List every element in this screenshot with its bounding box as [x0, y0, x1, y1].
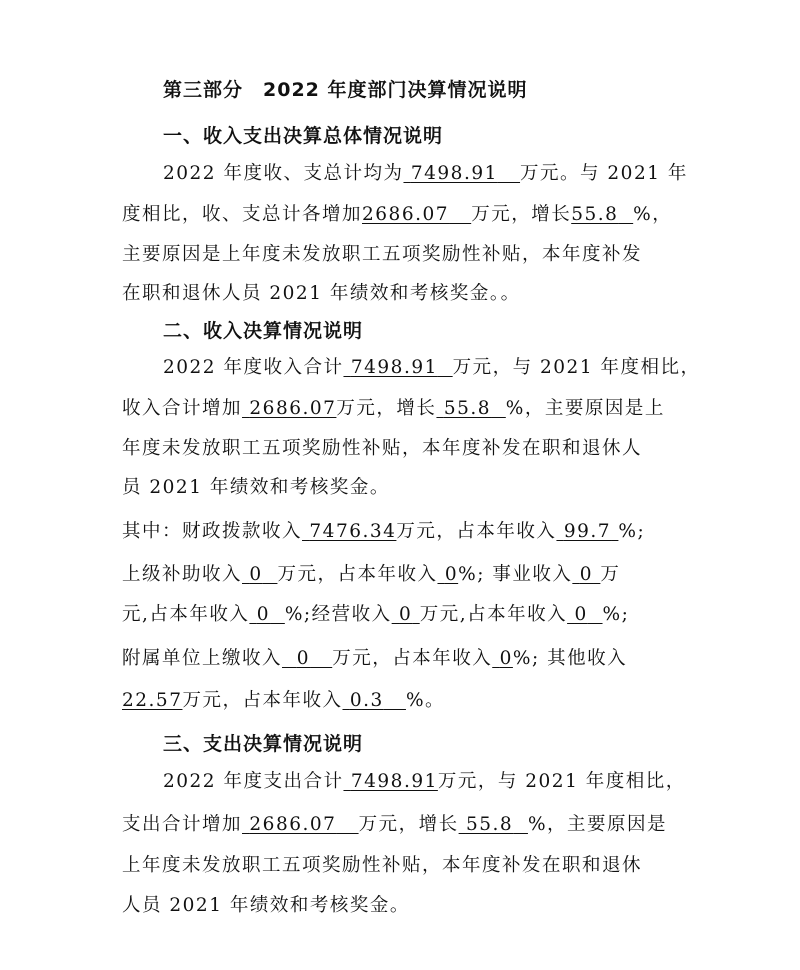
text: %，主要原因是上: [505, 398, 665, 419]
affiliated-income-pct: 0: [499, 648, 513, 669]
text: %; 事业收入: [458, 564, 573, 585]
heading-expenditure: 三、支出决算情况说明: [163, 733, 364, 755]
expenditure-growth-rate: 55.8: [465, 814, 514, 835]
text: %;经营收入: [284, 604, 392, 625]
overall-line-2: [122, 200, 672, 226]
text: 附属单位上缴收入: [122, 648, 283, 669]
text: %; 其他收入: [512, 648, 628, 669]
text: 万元，增长: [336, 398, 437, 419]
income-growth-rate: 55.8: [443, 398, 492, 419]
text: 2022 年度支出合计: [163, 771, 344, 792]
text: 度相比，收、支总计各增加: [122, 204, 363, 225]
expenditure-line-3: 上年度未发放职工五项奖励性补贴，本年度补发在职和退休: [122, 855, 643, 876]
overall-line-3: 主要原因是上年度未发放职工五项奖励性补贴，本年度补发: [122, 244, 643, 265]
text: 其中：财政拨款收入: [122, 521, 303, 542]
career-income-value: 0: [579, 564, 594, 585]
text: 上级补助收入: [122, 564, 243, 585]
income-breakdown-line-3: [122, 600, 629, 626]
text: 万: [600, 564, 621, 585]
income-increase-value: 2686.07: [249, 398, 337, 419]
heading-overall: 一、收入支出决算总体情况说明: [163, 125, 444, 147]
other-income-value: 22.57: [122, 690, 183, 711]
subsidy-income-pct: 0: [444, 564, 459, 585]
other-income-pct: 0.3: [349, 690, 384, 711]
overall-line-4: 在职和退休人员 2021 年绩效和考核奖金。。: [122, 283, 521, 304]
income-line-3: 年度未发放职工五项奖励性补贴，本年度补发在职和退休人: [122, 438, 643, 459]
text: 2022 年度收入合计: [163, 357, 344, 378]
text: %。: [405, 690, 446, 711]
text: 万元，与 2021 年度相比，: [452, 357, 701, 378]
heading-income: 二、收入决算情况说明: [163, 320, 364, 342]
text: 万元，增长: [358, 814, 459, 835]
fiscal-income-pct: 99.7: [563, 521, 612, 542]
text: 万元。与 2021 年: [520, 163, 688, 184]
operating-income-value: 0: [399, 604, 413, 625]
expenditure-increase-value: 2686.07: [249, 814, 337, 835]
expenditure-line-4: 人员 2021 年绩效和考核奖金。: [122, 895, 410, 916]
text: 万元，占本年收入: [277, 564, 438, 585]
text: 2022 年度收、支总计均为: [163, 163, 404, 184]
text: %，主要原因是: [527, 814, 668, 835]
expenditure-line-1: [163, 767, 686, 793]
text: %;: [602, 604, 630, 625]
income-line-1: [163, 353, 700, 379]
subsidy-income-value: 0: [249, 564, 263, 585]
income-breakdown-line-4: [122, 644, 627, 670]
income-line-2: [122, 394, 665, 420]
income-breakdown-line-2: [122, 560, 620, 586]
text: %，: [633, 204, 673, 225]
income-breakdown-line-5: [122, 686, 445, 712]
expenditure-total-value: 7498.91: [350, 771, 438, 792]
section-title: 第三部分 2022 年度部门决算情况说明: [163, 79, 528, 101]
text: 万元，占本年收入: [182, 690, 343, 711]
expenditure-line-2: [122, 810, 667, 836]
overall-line-1: [163, 159, 688, 185]
text: 支出合计增加: [122, 814, 243, 835]
affiliated-income-value: 0: [296, 648, 311, 669]
text: 万元，占本年收入: [332, 648, 493, 669]
increase-value: 2686.07: [362, 204, 450, 225]
income-total-value: 7498.91: [350, 357, 438, 378]
income-breakdown-line-1: [122, 517, 645, 543]
total-value: 7498.91: [410, 163, 498, 184]
fiscal-income-value: 7476.34: [309, 521, 397, 542]
operating-income-pct: 0: [574, 604, 588, 625]
text: 元,占本年收入: [122, 604, 250, 625]
text: 万元,占本年收入: [419, 604, 568, 625]
text: 收入合计增加: [122, 398, 243, 419]
text: 万元，与 2021 年度相比，: [437, 771, 686, 792]
text: 万元，占本年收入: [396, 521, 557, 542]
growth-rate: 55.8: [571, 204, 619, 225]
career-income-pct: 0: [256, 604, 271, 625]
income-line-4: 员 2021 年绩效和考核奖金。: [122, 477, 390, 498]
text: 万元，增长: [471, 204, 572, 225]
text: %;: [618, 521, 646, 542]
